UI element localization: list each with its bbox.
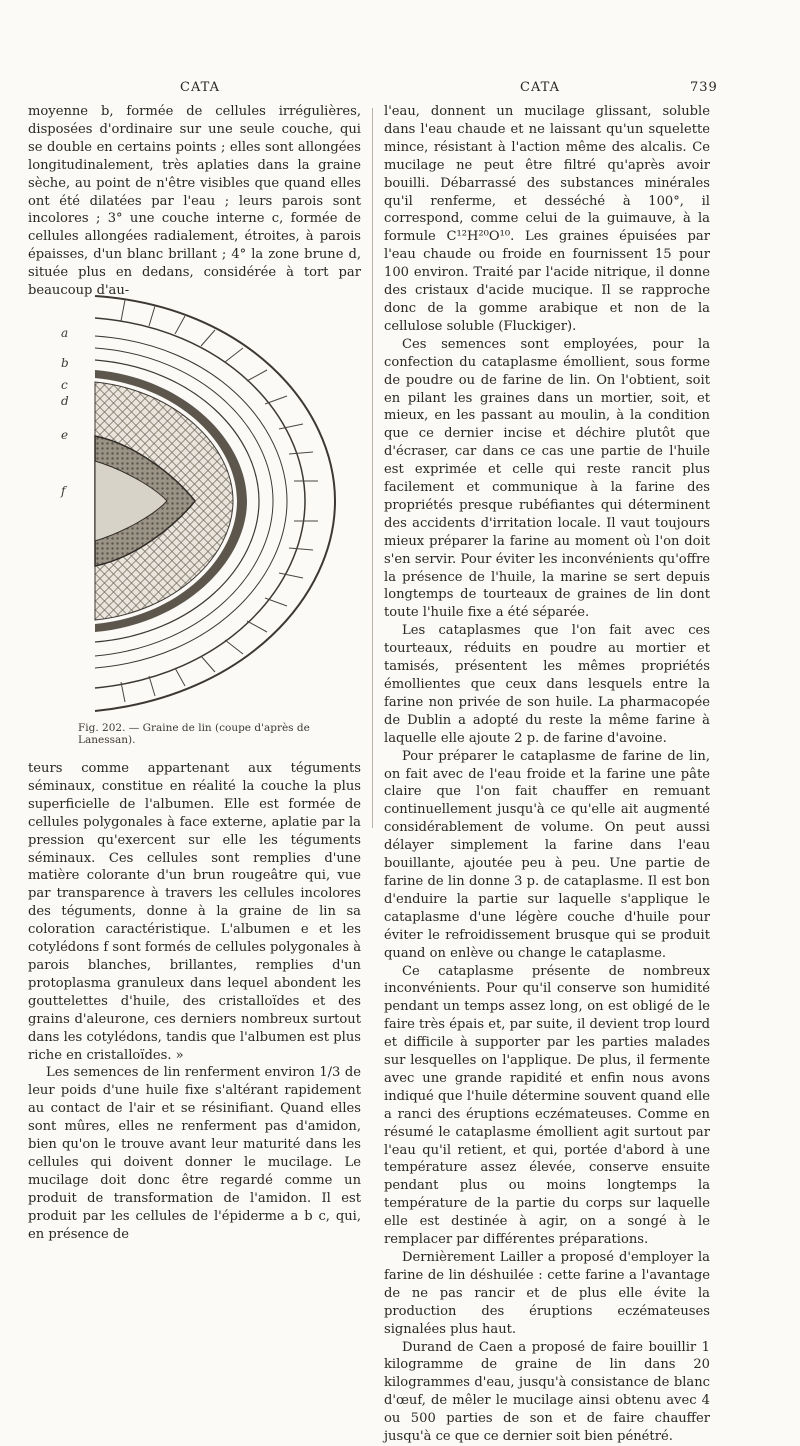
figure-label-d: d bbox=[61, 394, 69, 408]
paragraph: Les semences de lin renferment environ 1/3 de leur poids d'une huile fixe s'altérant rapidement au contact de l'air et se résinifiant. Quand elles sont mûres, elles ne renferment pas d'amidon, bien qu'on le trouve avant leur maturité dans les cellules qui doivent donner le mucilage. Le mucilage doit donc être regardé comme un produit de transformation de l'amidon. Il est produit par les cellules de l'épiderme a b c, qui, en présence de bbox=[28, 1065, 361, 1242]
figure-label-a: a bbox=[61, 326, 69, 340]
paragraph: Ce cataplasme présente de nombreux inconvénients. Pour qu'il conserve son humidité pendant un temps assez long, on est obligé de le faire très épais et, par suite, il devient trop lourd et difficile à supporter par les parties malades sur lesquelles on l'applique. De plus, il fermente avec une grande rapidité et enfin nous avons indiqué que l'huile détermine souvent quand elle a ranci des éruptions eczémateuses. Comme en résumé le cataplasme émollient agit surtout par l'eau qu'il retient, et qui, portée d'abord à une température assez élevée, conserve ensuite pendant plus ou moins longtemps la température de la partie du corps sur laquelle elle est destinée à agir, on a songé à le remplacer par différentes préparations. bbox=[384, 963, 710, 1248]
figure-label-b: b bbox=[61, 356, 69, 370]
paragraph: Les cataplasmes que l'on fait avec ces tourteaux, réduits en poudre au mortier et tamisés, présentent les mêmes propriétés émollientes que ceux dans lesquels entre la farine non privée de son huile. La pharmacopée de Dublin a adopté du reste la même farine à laquelle elle ajoute 2 p. de farine d'avoine. bbox=[384, 623, 710, 746]
paragraph: moyenne b, formée de cellules irrégulières, disposées d'ordinaire sur une seule couche, qui se double en certains points ; elles sont allongées longitudinalement, très aplaties dans la graine sèche, au point de n'être visibles que quand elles ont été dilatées par l'eau ; leurs parois sont incolores ; 3° une couche interne c, formée de cellules allongées radialement, étroites, à parois épaisses, d'un blanc brillant ; 4° la zone brune d, située plus en dedans, considérée à tort par beaucoup d'au- bbox=[28, 104, 361, 299]
figure-caption: Fig. 202. — Graine de lin (coupe d'après de Lanessan). bbox=[78, 722, 310, 746]
header-left-title: CATA bbox=[180, 80, 220, 95]
right-column bbox=[384, 103, 710, 1446]
left-column-top bbox=[28, 103, 361, 300]
paragraph: l'eau, donnent un mucilage glissant, soluble dans l'eau chaude et ne laissant qu'un squelette mince, résistant à l'action même des alcalis. Ce mucilage ne peut être filtré qu'après avoir bouilli. Débarrassé des substances minérales qu'il renferme, et desséché à 100°, il correspond, comme celui de la guimauve, à la formule C¹²H²⁰O¹⁰. Les graines épuisées par l'eau chaude ou froide en fournissent 15 pour 100 environ. Traité par l'acide nitrique, il donne des cristaux d'acide mucique. Il se rapproche donc de la gomme arabique et non de la cellulose soluble (Fluckiger). bbox=[384, 104, 710, 334]
paragraph: Pour préparer le cataplasme de farine de lin, on fait avec de l'eau froide et la farine une pâte claire que l'on fait chauffer en remuant continuellement jusqu'à ce qu'elle ait augmenté considérablement de volume. On peut aussi délayer simplement la farine dans l'eau bouillante, ajoutée peu à peu. Une partie de farine de lin donne 3 p. de cataplasme. Il est bon d'enduire la partie sur laquelle s'applique le cataplasme d'une légère couche d'huile pour éviter le refroidissement brusque qui se produit quand on enlève ou change le cataplasme. bbox=[384, 748, 710, 961]
paragraph: teurs comme appartenant aux téguments séminaux, constitue en réalité la couche la plus superficielle de l'albumen. Elle est formée de cellules polygonales à face externe, aplatie par la pression qu'exercent sur elle les téguments séminaux. Ces cellules sont remplies d'une matière colorante d'un brun rougeâtre qui, vue par transparence à travers les cellules incolores des téguments, donne à la graine de lin sa coloration caractéristique. L'albumen e et les cotylédons f sont formés de cellules polygonales à parois blanches, brillantes, remplies d'un protoplasma granuleux dans lequel abondent les gouttelettes d'huile, des cristalloïdes et des grains d'aleurone, ces derniers nombreux surtout dans les cotylédons, tandis que l'albumen est plus riche en cristalloïdes. » bbox=[28, 761, 361, 1063]
seed-section-illustration bbox=[55, 286, 355, 716]
seed-section-figure bbox=[55, 286, 355, 716]
paragraph: Ces semences sont employées, pour la confection du cataplasme émollient, sous forme de poudre ou de farine de lin. On l'obtient, soit en pilant les graines dans un mortier, soit, et mieux, en les passant au moulin, à la condition que ce dernier incise et déchire plutôt que d'écraser, car dans ce cas une partie de l'huile est exprimée et celle qui reste rancit plus facilement et communique à la farine des propriétés presque rubéfiantes qui déterminent des accidents d'irritation locale. Il vaut toujours mieux préparer la farine au moment où l'on doit s'en servir. Pour éviter les inconvénients qu'offre la présence de l'huile, la marine se sert depuis longtemps de tourteaux de graines de lin dont toute l'huile fixe a été séparée. bbox=[384, 336, 710, 621]
figure-label-f: f bbox=[61, 484, 66, 498]
header-right-title: CATA bbox=[520, 80, 560, 95]
figure-label-c: c bbox=[61, 378, 68, 392]
paragraph: Durand de Caen a proposé de faire bouillir 1 kilogramme de graine de lin dans 20 kilogrammes d'eau, jusqu'à consistance de blanc d'œuf, de mêler le mucilage ainsi obtenu avec 4 ou 500 parties de son et de faire chauffer jusqu'à ce que ce dernier soit bien pénétré. bbox=[384, 1339, 710, 1445]
column-divider bbox=[372, 108, 373, 828]
left-column-bottom bbox=[28, 760, 361, 1243]
figure-label-e: e bbox=[61, 428, 69, 442]
paragraph: Dernièrement Lailler a proposé d'employer la farine de lin déshuilée : cette farine a l'avantage de ne pas rancir et de plus elle évite la production des éruptions eczémateuses signalées plus haut. bbox=[384, 1250, 710, 1337]
running-header bbox=[0, 80, 800, 104]
page-number: 739 bbox=[690, 80, 718, 95]
